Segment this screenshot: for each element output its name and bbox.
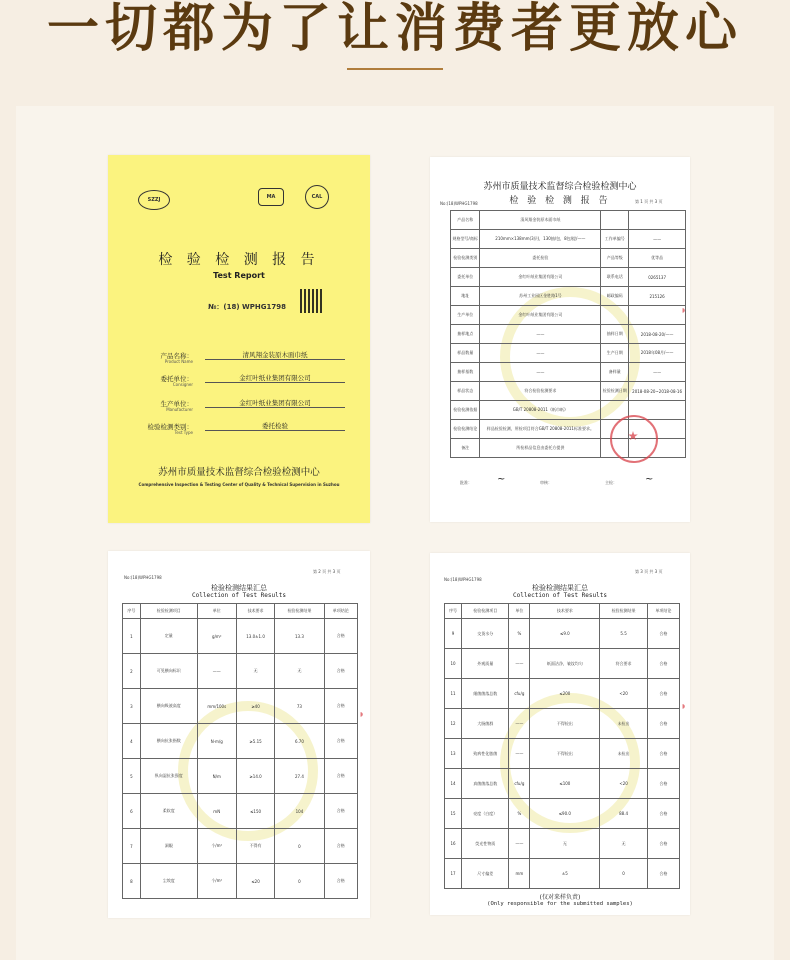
page1-pagination: 第 1 页 共 3 页	[635, 199, 663, 204]
table-cell: 4	[123, 724, 141, 759]
table-row	[451, 363, 686, 382]
table-cell: 合格	[324, 759, 357, 794]
table-cell: 73	[275, 689, 324, 724]
table-cell: ±5	[530, 859, 600, 889]
seal-edge-icon: ◗	[682, 307, 686, 314]
table-cell: 0	[600, 859, 647, 889]
table-cell: 纵向湿抗张强度	[140, 759, 197, 794]
page2-table	[122, 603, 358, 899]
table-row	[445, 739, 680, 769]
seal-edge-icon: ◗	[682, 703, 686, 710]
page3-title: 检验检测结果汇总	[532, 584, 588, 592]
table-header-cell: 检验检测结果	[275, 604, 324, 619]
table-cell: 2018年08月/——	[629, 344, 686, 363]
table-header-cell: 检验检测结果	[600, 604, 647, 619]
report-page-2[interactable]	[108, 551, 370, 918]
table-row	[451, 268, 686, 287]
table-header-cell: 检验检测项目	[462, 604, 509, 619]
page3-title-en: Collection of Test Results	[513, 592, 607, 599]
table-cell: 清风翔金装原木面巾纸	[480, 211, 601, 230]
table-cell: 检验检测日期	[601, 382, 629, 401]
table-cell: 合格	[647, 679, 679, 709]
table-header-cell: 单位	[197, 604, 236, 619]
table-cell: 金红叶纸业集团有限公司	[480, 268, 601, 287]
table-cell: 无	[530, 829, 600, 859]
report-number: №：(18) WPHG1798	[208, 303, 286, 311]
page3-table	[444, 603, 680, 889]
signature-icon: ~	[645, 474, 654, 485]
table-row	[123, 864, 358, 899]
page1-number: No:(18)WPHG1798	[440, 201, 478, 206]
table-cell: 合格	[647, 799, 679, 829]
table-row	[445, 679, 680, 709]
table-cell: 210mm×138mm(3层)，130抽/包，8包/提/——	[480, 230, 601, 249]
table-row	[451, 382, 686, 401]
table-cell: 样品数量	[451, 344, 480, 363]
table-cell: 备样量	[601, 363, 629, 382]
table-cell: mN	[197, 794, 236, 829]
table-cell: ≤200	[530, 679, 600, 709]
cover-organization: 苏州市质量技术监督综合检验检测中心	[158, 467, 320, 478]
table-cell: 所检样品信息由委托方提供	[480, 439, 601, 458]
table-cell: 大肠菌群	[462, 709, 509, 739]
cover-organization-en: Comprehensive Inspection & Testing Center of Quality & Technical Supervision in Suzhou	[138, 482, 340, 487]
table-cell: ≤20	[236, 864, 275, 899]
table-cell: 合格	[324, 724, 357, 759]
table-cell: 横向抗张指数	[140, 724, 197, 759]
official-seal-icon	[610, 415, 658, 463]
table-cell: 纸面洁净，皱纹均匀	[530, 649, 600, 679]
cover-title-en: Test Report	[213, 271, 265, 280]
table-cell: 6	[123, 794, 141, 829]
table-cell: mm/100s	[197, 689, 236, 724]
table-cell: 合格	[324, 794, 357, 829]
inspected-label: 主检：	[605, 480, 617, 485]
table-cell: 11	[445, 679, 462, 709]
table-row	[445, 619, 680, 649]
table-cell: 0265137	[629, 268, 686, 287]
table-cell: ——	[480, 363, 601, 382]
page2-title-en: Collection of Test Results	[192, 592, 286, 599]
table-cell: 横向吸液高度	[140, 689, 197, 724]
table-cell: 个/m²	[197, 864, 236, 899]
table-cell: GB/T 20808-2011《纸巾纸》	[480, 401, 601, 420]
table-cell: ——	[480, 344, 601, 363]
table-cell	[601, 306, 629, 325]
table-row	[451, 344, 686, 363]
checked-label: 审核：	[540, 480, 552, 485]
table-row	[445, 769, 680, 799]
table-cell: 16	[445, 829, 462, 859]
table-cell: 合格	[647, 619, 679, 649]
table-cell: ≥5.15	[236, 724, 275, 759]
table-cell: 27.4	[275, 759, 324, 794]
table-cell: 合格	[647, 859, 679, 889]
table-header-cell: 序号	[445, 604, 462, 619]
table-cell: 工作单编号	[601, 230, 629, 249]
table-cell: 13	[445, 739, 462, 769]
table-row	[451, 230, 686, 249]
table-cell: ——	[509, 739, 530, 769]
table-cell: 产品名称	[451, 211, 480, 230]
table-cell: 14	[445, 769, 462, 799]
table-cell: 合格	[647, 649, 679, 679]
szzj-logo-icon: SZZJ	[138, 190, 170, 210]
table-row	[445, 859, 680, 889]
table-cell: 检验检测类别	[451, 249, 480, 268]
table-cell	[629, 306, 686, 325]
table-cell: 未检出	[600, 709, 647, 739]
table-header-cell: 检验检测项目	[140, 604, 197, 619]
table-cell: 不得有	[236, 829, 275, 864]
table-cell: 6.70	[275, 724, 324, 759]
table-row	[445, 829, 680, 859]
table-header-cell: 单项结论	[647, 604, 679, 619]
table-cell: 抽样地点	[451, 325, 480, 344]
report-page-3[interactable]	[430, 553, 690, 915]
cal-logo-icon: CAL	[305, 185, 329, 209]
report-page-1[interactable]	[430, 157, 690, 522]
table-header-cell: 序号	[123, 604, 141, 619]
table-cell: 2018-08-20/——	[629, 325, 686, 344]
table-cell: ——	[509, 709, 530, 739]
table-cell: 金红叶纸业集团有限公司	[480, 306, 601, 325]
table-cell: ——	[509, 649, 530, 679]
table-cell: ≥14.0	[236, 759, 275, 794]
table-cell: 0	[275, 864, 324, 899]
table-cell: 104	[275, 794, 324, 829]
table-cell: cfu/g	[509, 769, 530, 799]
table-cell: 不得检出	[530, 709, 600, 739]
table-cell: 5	[123, 759, 141, 794]
table-cell: 合格	[647, 769, 679, 799]
table-cell: 10	[445, 649, 462, 679]
table-cell: <20	[600, 679, 647, 709]
table-cell: ——	[480, 325, 601, 344]
table-cell: 洞眼	[140, 829, 197, 864]
table-cell: ≤150	[236, 794, 275, 829]
table-cell: 不得检出	[530, 739, 600, 769]
table-cell: N/m	[197, 759, 236, 794]
table-row	[451, 287, 686, 306]
table-cell: 个/m²	[197, 829, 236, 864]
report-cover[interactable]: SZZJ MA CAL 检 验 检 测 报 告 Test Report №：(18) WPHG1798 产品名称： Product Name 清风翔金装原木面巾纸 委托单位： Consigner 金红叶纸业集团有限公司 生产单位： Manufacturer 金红叶纸业集团有限公司 检验检测类别： Test Type 委托检验 苏州市质量技术监督综合检验检测中心 Comprehensive Inspection & Testing Center of Quality & Technical Supervision in Suzhou	[108, 155, 370, 523]
table-cell: 检验检测依据	[451, 401, 480, 420]
table-cell: 88.4	[600, 799, 647, 829]
table-cell: 定量	[140, 619, 197, 654]
table-header-cell: 单项结论	[324, 604, 357, 619]
table-cell: 合格	[324, 689, 357, 724]
table-row	[445, 799, 680, 829]
table-cell: 2018-08-20~2018-08-16	[629, 382, 686, 401]
table-cell: 交货水分	[462, 619, 509, 649]
table-cell: 样品检验检测，所检项目符合GB/T 20808-2011标准要求。	[480, 420, 601, 439]
table-cell: 7	[123, 829, 141, 864]
table-cell: 0	[275, 829, 324, 864]
footer-note: (仅对来样负责)	[539, 894, 581, 901]
table-row	[445, 649, 680, 679]
table-cell: 未检出	[600, 739, 647, 769]
table-cell: 2	[123, 654, 141, 689]
table-cell: 无	[600, 829, 647, 859]
table-cell: ——	[629, 230, 686, 249]
table-cell: 抽样基数	[451, 363, 480, 382]
qr-code-icon	[300, 289, 324, 313]
table-header-cell: 技术要求	[530, 604, 600, 619]
table-cell: ——	[509, 829, 530, 859]
table-cell: 3	[123, 689, 141, 724]
table-cell: 13.3	[275, 619, 324, 654]
table-cell: ≤9.0	[530, 619, 600, 649]
table-cell: 致病性化脓菌	[462, 739, 509, 769]
table-cell: 规格型号/商标	[451, 230, 480, 249]
table-cell: 符合检验检测要求	[480, 382, 601, 401]
table-cell: 合格	[324, 864, 357, 899]
seal-edge-icon: ◗	[360, 711, 364, 718]
table-cell: 地址	[451, 287, 480, 306]
table-cell: 12	[445, 709, 462, 739]
page1-title: 检 验 检 测 报 告	[509, 196, 611, 206]
table-cell: 合格	[324, 829, 357, 864]
table-cell: 生产日期	[601, 344, 629, 363]
page3-pagination: 第 3 页 共 3 页	[635, 569, 663, 574]
table-row	[123, 724, 358, 759]
table-cell: 无	[236, 654, 275, 689]
table-row	[451, 211, 686, 230]
page1-org: 苏州市质量技术监督综合检验检测中心	[483, 182, 637, 192]
table-cell: mm	[509, 859, 530, 889]
table-cell: 苏州工业园区金胜路1号	[480, 287, 601, 306]
table-cell: 尺寸偏差	[462, 859, 509, 889]
table-header-row	[445, 604, 680, 619]
table-row	[451, 401, 686, 420]
table-cell	[629, 211, 686, 230]
table-cell: 产品等级	[601, 249, 629, 268]
cover-title: 检 验 检 测 报 告	[158, 252, 320, 268]
table-header-cell: 单位	[509, 604, 530, 619]
table-cell: 合格	[324, 654, 357, 689]
table-cell: ≤90.0	[530, 799, 600, 829]
table-row	[123, 794, 358, 829]
table-cell: 合格	[647, 829, 679, 859]
table-cell	[601, 211, 629, 230]
table-cell: 联系电话	[601, 268, 629, 287]
page-headline: 一切都为了让消费者更放心	[46, 0, 743, 59]
table-cell: 合格	[647, 709, 679, 739]
table-cell: 15	[445, 799, 462, 829]
table-cell: cfu/g	[509, 679, 530, 709]
table-row	[123, 759, 358, 794]
table-cell: <20	[600, 769, 647, 799]
page2-number: No:(18)WPHG1798	[124, 575, 162, 580]
table-cell: 柔软度	[140, 794, 197, 829]
table-cell: 1	[123, 619, 141, 654]
table-row	[451, 325, 686, 344]
table-cell: 真菌菌落总数	[462, 769, 509, 799]
table-row	[451, 249, 686, 268]
table-cell: 优等品	[629, 249, 686, 268]
table-cell: 9	[445, 619, 462, 649]
table-cell: 215126	[629, 287, 686, 306]
table-cell: ≥40	[236, 689, 275, 724]
table-cell: 符合要求	[600, 649, 647, 679]
signature-icon: ~	[497, 474, 506, 485]
table-cell: ≤100	[530, 769, 600, 799]
table-cell: 外观质量	[462, 649, 509, 679]
table-cell: %	[509, 619, 530, 649]
table-cell: 无	[275, 654, 324, 689]
page3-number: No:(18)WPHG1798	[444, 577, 482, 582]
table-cell: g/m²	[197, 619, 236, 654]
table-cell: 可见横向标识	[140, 654, 197, 689]
cma-logo-icon: MA	[258, 188, 284, 206]
table-cell: 合格	[647, 739, 679, 769]
table-cell: 检验检测结论	[451, 420, 480, 439]
footer-note-en: (Only responsible for the submitted samples)	[487, 901, 633, 907]
table-row	[123, 654, 358, 689]
table-cell: 13.0±1.0	[236, 619, 275, 654]
table-cell: 8	[123, 864, 141, 899]
table-cell: 生产单位	[451, 306, 480, 325]
table-cell: 委托单位	[451, 268, 480, 287]
table-cell: 备注	[451, 439, 480, 458]
table-cell: 荧光性物质	[462, 829, 509, 859]
table-cell: 样品状态	[451, 382, 480, 401]
approved-label: 批准：	[460, 480, 472, 485]
table-row	[451, 306, 686, 325]
page2-pagination: 第 2 页 共 3 页	[313, 569, 341, 574]
table-cell: 亮度（白度）	[462, 799, 509, 829]
table-cell: %	[509, 799, 530, 829]
table-header-row	[123, 604, 358, 619]
table-cell: ——	[197, 654, 236, 689]
table-cell: 5.5	[600, 619, 647, 649]
table-cell: N·m/g	[197, 724, 236, 759]
table-cell: 17	[445, 859, 462, 889]
table-row	[445, 709, 680, 739]
table-row	[123, 689, 358, 724]
table-row	[123, 829, 358, 864]
headline-divider	[347, 68, 443, 70]
table-cell: ——	[629, 363, 686, 382]
table-cell: 委托检验	[480, 249, 601, 268]
page2-title: 检验检测结果汇总	[211, 584, 267, 592]
table-cell: 尘埃度	[140, 864, 197, 899]
table-cell: 邮政编码	[601, 287, 629, 306]
table-cell: 抽样日期	[601, 325, 629, 344]
table-cell: 合格	[324, 619, 357, 654]
table-header-cell: 技术要求	[236, 604, 275, 619]
table-cell: 细菌菌落总数	[462, 679, 509, 709]
table-row	[123, 619, 358, 654]
